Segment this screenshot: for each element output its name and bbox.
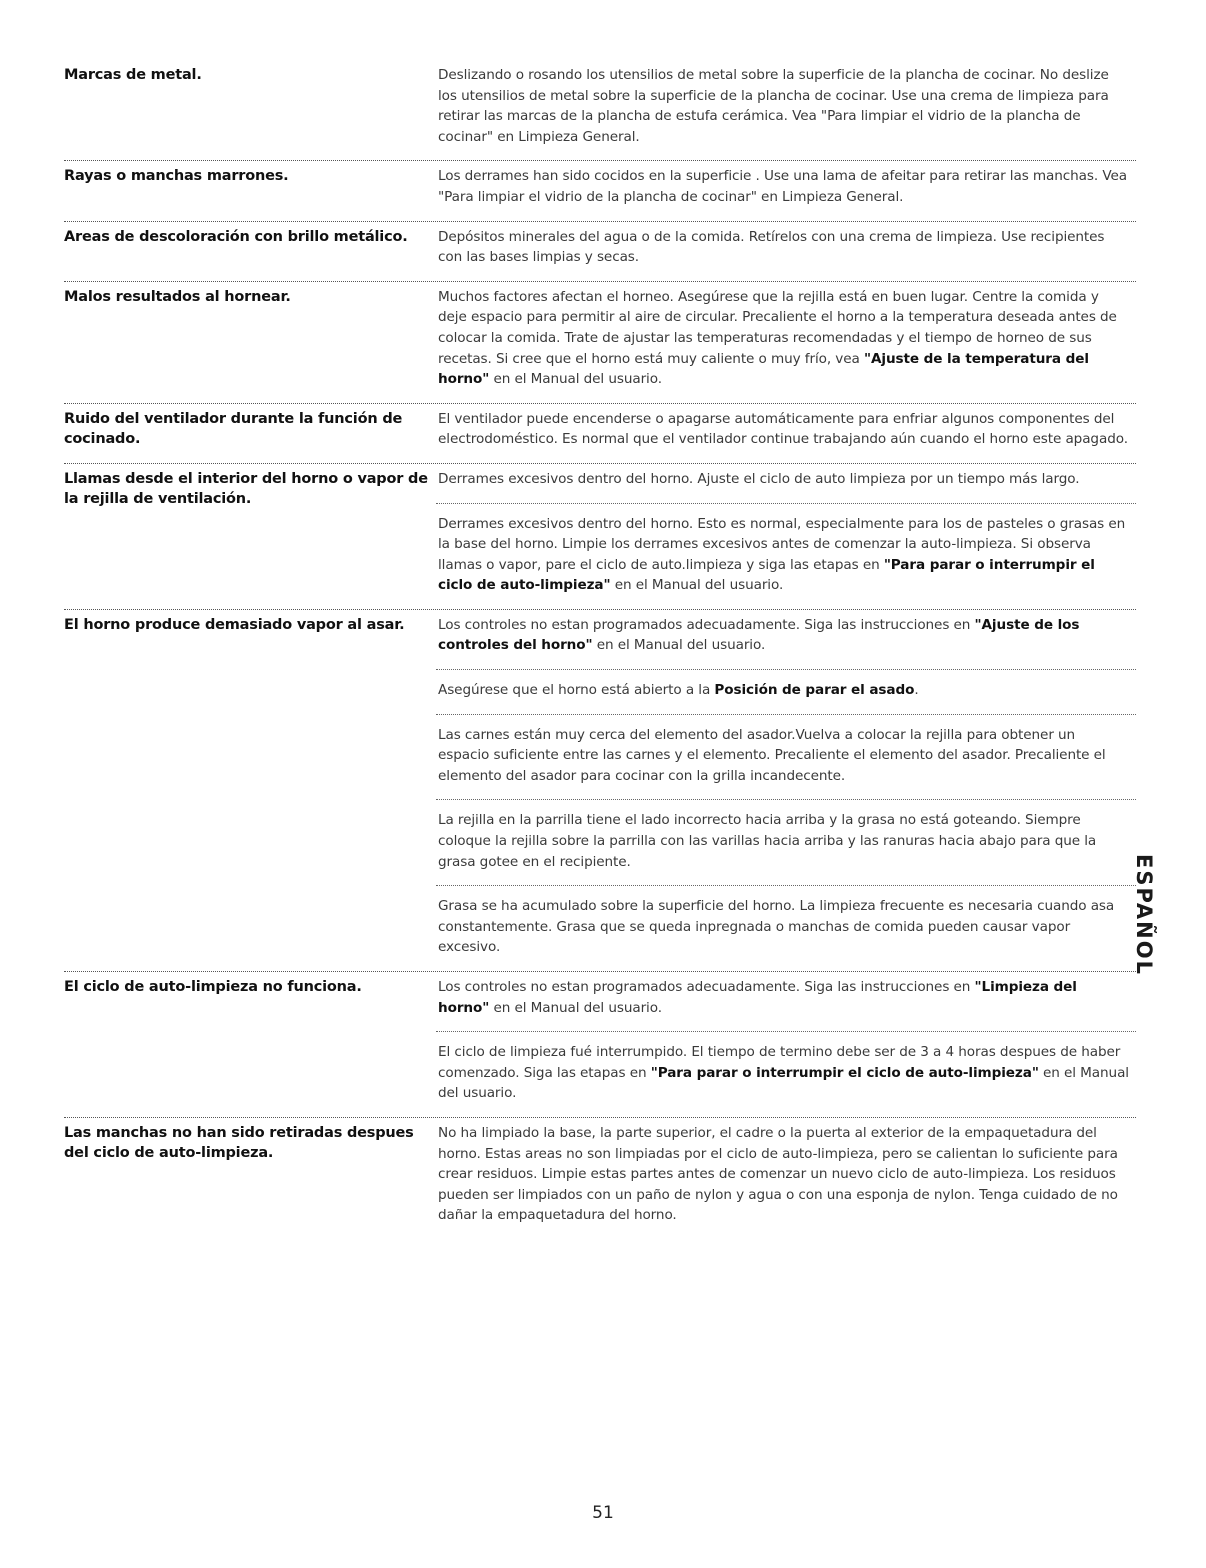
troubleshooting-table (64, 60, 1136, 1239)
problem-label: Rayas o manchas marrones. (64, 168, 289, 185)
solution-segment: Depósitos minerales del agua o de la comida. Retírelos con una crema de limpieza. Use recipientes con las bases limpias y secas. (438, 228, 1105, 266)
solutions-column (436, 161, 1136, 220)
solution-text (436, 1037, 1136, 1117)
solution-segment: en el Manual del usuario. (438, 1064, 1129, 1102)
solutions-column (436, 610, 1136, 971)
solution-segment: en el Manual del usuario. (489, 999, 662, 1016)
problem-label: Las manchas no han sido retiradas despues del ciclo de auto-limpieza. (64, 1124, 414, 1161)
troubleshooting-row (64, 222, 1136, 282)
language-side-tab (1126, 845, 1162, 985)
solution-segment: Los derrames han sido cocidos en la superficie . Use una lama de afeitar para retirar las manchas. Vea "Para limpiar el vidrio de la plancha de cocinar" en Limpieza General. (438, 168, 1127, 205)
solution-segment: No ha limpiado la base, la parte superior, el cadre o la puerta al exterior de la empaquetadura del horno. Estas areas no son limpiadas por el ciclo de auto-limpieza, pero se calientan lo suficiente para crear residuos. Limpie estas partes antes de comenzar un nuevo ciclo de auto-limpieza. Los residuos pueden ser limpiados con un paño de nylon y agua o con una esponja de nylon. Tenga cuidado de no dañar la empaquetadura del horno. (438, 1124, 1118, 1224)
solution-emphasis: "Para parar o interrumpir el ciclo de auto-limpieza" (438, 556, 1095, 594)
solution-segment: Las carnes están muy cerca del elemento del asador.Vuelva a colocar la rejilla para obtener un espacio suficiente entre las carnes y el elemento. Precaliente el elemento del asador. Precaliente el elemento del asador para cocinar con la grilla incandecente. (438, 726, 1106, 784)
solution-segment: Grasa se ha acumulado sobre la superficie del horno. La limpieza frecuente es necesaria cuando asa constantemente. Grasa que se queda inpregnada o manchas de comida pueden causar vapor excesivo. (438, 898, 1115, 956)
solution-text (436, 60, 1136, 160)
solution-segment: La rejilla en la parrilla tiene el lado incorrecto hacia arriba y la grasa no está goteando. Siempre coloque la rejilla sobre la parrilla con las varillas hacia arriba y las ranuras hacia abajo para que la grasa gotee en el recipiente. (438, 812, 1097, 870)
page-number: 51 (592, 1503, 614, 1523)
solution-segment: en el Manual del usuario. (592, 637, 766, 654)
solution-emphasis: Posición de parar el asado (714, 682, 915, 699)
solutions-column (436, 972, 1136, 1117)
troubleshooting-row (64, 60, 1136, 161)
solution-text (436, 222, 1136, 281)
solution-segment: Asegúrese que el horno está abierto a la (438, 682, 715, 699)
solution-segment: Muchos factores afectan el horneo. Asegúrese que la rejilla está en buen lugar. Centre la comida y deje espacio para permitir al aire de circular. Precaliente el horno a la temperatura deseada antes de colocar la comida. Trate de ajustar las temperaturas recomendadas y el tiempo de horneo de sus recetas. Si cree que el horno está muy caliente o muy frío, vea (438, 288, 1117, 367)
troubleshooting-row (64, 610, 1136, 972)
solutions-column (436, 282, 1136, 403)
troubleshooting-row (64, 282, 1136, 404)
solution-segment: Deslizando o rosando los utensilios de metal sobre la superficie de la plancha de cocinar. No deslize los utensilios de metal sobre la superficie de la plancha de cocinar. Use una crema de limpieza para retirar las marcas de la plancha de estufa cerámica. Vea "Para limpiar el vidrio de la plancha de cocinar" en Limpieza General. (438, 67, 1109, 145)
solution-segment: Derrames excesivos dentro del horno. Esto es normal, especialmente para los de pasteles o grasas en la base del horno. Limpie los derrames excesivos antes de comenzar la auto-limpieza. Si observa llamas o vapor, pare el ciclo de auto.limpieza y siga las etapas en (438, 515, 1126, 573)
solution-emphasis: "Para parar o interrumpir el ciclo de auto-limpieza" (650, 1064, 1039, 1081)
troubleshooting-row (64, 161, 1136, 221)
problem-label: Llamas desde el interior del horno o vapor de la rejilla de ventilación. (64, 470, 428, 507)
problem-label: El ciclo de auto-limpieza no funciona. (64, 979, 362, 995)
problem-label: El horno produce demasiado vapor al asar. (64, 616, 405, 633)
solution-segment: El ciclo de limpieza fué interrumpido. El tiempo de termino debe ser de 3 a 4 horas despues de haber comenzado. Siga las etapas en (438, 1044, 1121, 1081)
solution-segment: en el Manual del usuario. (610, 577, 784, 594)
troubleshooting-row (64, 1118, 1136, 1239)
problem-label: Marcas de metal. (64, 67, 202, 83)
solutions-column (436, 1118, 1136, 1239)
problem-label: Ruido del ventilador durante la función de cocinado. (64, 410, 403, 447)
solutions-column (436, 464, 1136, 609)
solution-emphasis: "Ajuste de la temperatura del horno" (438, 350, 1089, 388)
solution-segment: El ventilador puede encenderse o apagarse automáticamente para enfriar algunos componentes del electrodoméstico. Es normal que el ventilador continue trabajando aún cuando el horno este apagado. (438, 410, 1128, 448)
solution-text (436, 282, 1136, 403)
solution-segment: . (914, 682, 919, 699)
solution-text (436, 720, 1136, 801)
solutions-column (436, 60, 1136, 160)
troubleshooting-row (64, 404, 1136, 464)
solution-text (436, 805, 1136, 886)
solution-text (436, 404, 1136, 463)
solution-text (436, 1118, 1136, 1239)
troubleshooting-row (64, 972, 1136, 1118)
solutions-column (436, 404, 1136, 463)
problem-label: Areas de descoloración con brillo metálico. (64, 228, 408, 245)
solution-segment: Derrames excesivos dentro del horno. Ajuste el ciclo de auto limpieza por un tiempo más largo. (438, 470, 1080, 487)
solution-text (436, 610, 1136, 670)
solution-text (436, 509, 1136, 609)
language-label: ESPAÑOL (1132, 854, 1156, 976)
solution-segment: Los controles no estan programados adecuadamente. Siga las instrucciones en (438, 616, 975, 633)
solution-segment: en el Manual del usuario. (489, 371, 662, 388)
solution-text (436, 972, 1136, 1032)
solution-segment: Los controles no estan programados adecuadamente. Siga las instrucciones en (438, 979, 975, 995)
problem-label: Malos resultados al hornear. (64, 288, 291, 305)
solution-text (436, 675, 1136, 715)
solutions-column (436, 222, 1136, 281)
troubleshooting-row (64, 464, 1136, 610)
solution-text (436, 891, 1136, 971)
solution-text (436, 464, 1136, 504)
solution-emphasis: "Limpieza del horno" (438, 979, 1077, 1016)
solution-text (436, 161, 1136, 220)
solution-emphasis: "Ajuste de los controles del horno" (438, 616, 1080, 654)
